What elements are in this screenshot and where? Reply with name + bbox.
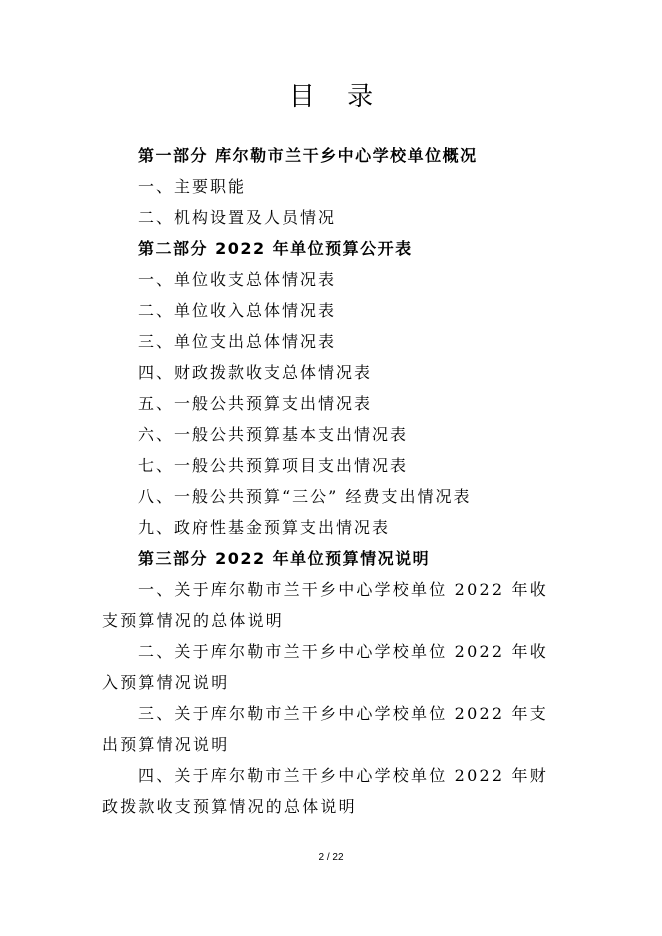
toc-item: 二、机构设置及人员情况: [138, 208, 337, 227]
toc-item: 八、一般公共预算“三公” 经费支出情况表: [138, 487, 472, 506]
toc-item: 四、财政拨款收支总体情况表: [138, 363, 373, 382]
toc-item: 九、政府性基金预算支出情况表: [138, 518, 391, 537]
toc-item: 六、一般公共预算基本支出情况表: [138, 425, 409, 444]
page-number: 2 / 22: [318, 852, 344, 863]
toc-item: 三、关于库尔勒市兰干乡中心学校单位 2022 年支出预算情况说明: [102, 704, 548, 754]
toc-item: 四、关于库尔勒市兰干乡中心学校单位 2022 年财政拨款收支预算情况的总体说明: [102, 766, 548, 816]
toc-item: 二、单位收入总体情况表: [138, 301, 337, 320]
toc-item: 七、一般公共预算项目支出情况表: [138, 456, 409, 475]
toc-item: 二、关于库尔勒市兰干乡中心学校单位 2022 年收入预算情况说明: [102, 642, 548, 692]
toc-item: 三、单位支出总体情况表: [138, 332, 337, 351]
toc-item: 一、关于库尔勒市兰干乡中心学校单位 2022 年收支预算情况的总体说明: [102, 580, 548, 630]
toc-item: 一、主要职能: [138, 177, 247, 196]
toc-item: 五、一般公共预算支出情况表: [138, 394, 373, 413]
part-1-heading: 第一部分 库尔勒市兰干乡中心学校单位概况: [138, 146, 478, 165]
toc-item: 一、单位收支总体情况表: [138, 270, 337, 289]
part-3-heading: 第三部分 2022 年单位预算情况说明: [138, 549, 431, 568]
part-2-heading: 第二部分 2022 年单位预算公开表: [138, 239, 413, 258]
page-title: 目 录: [288, 82, 386, 112]
